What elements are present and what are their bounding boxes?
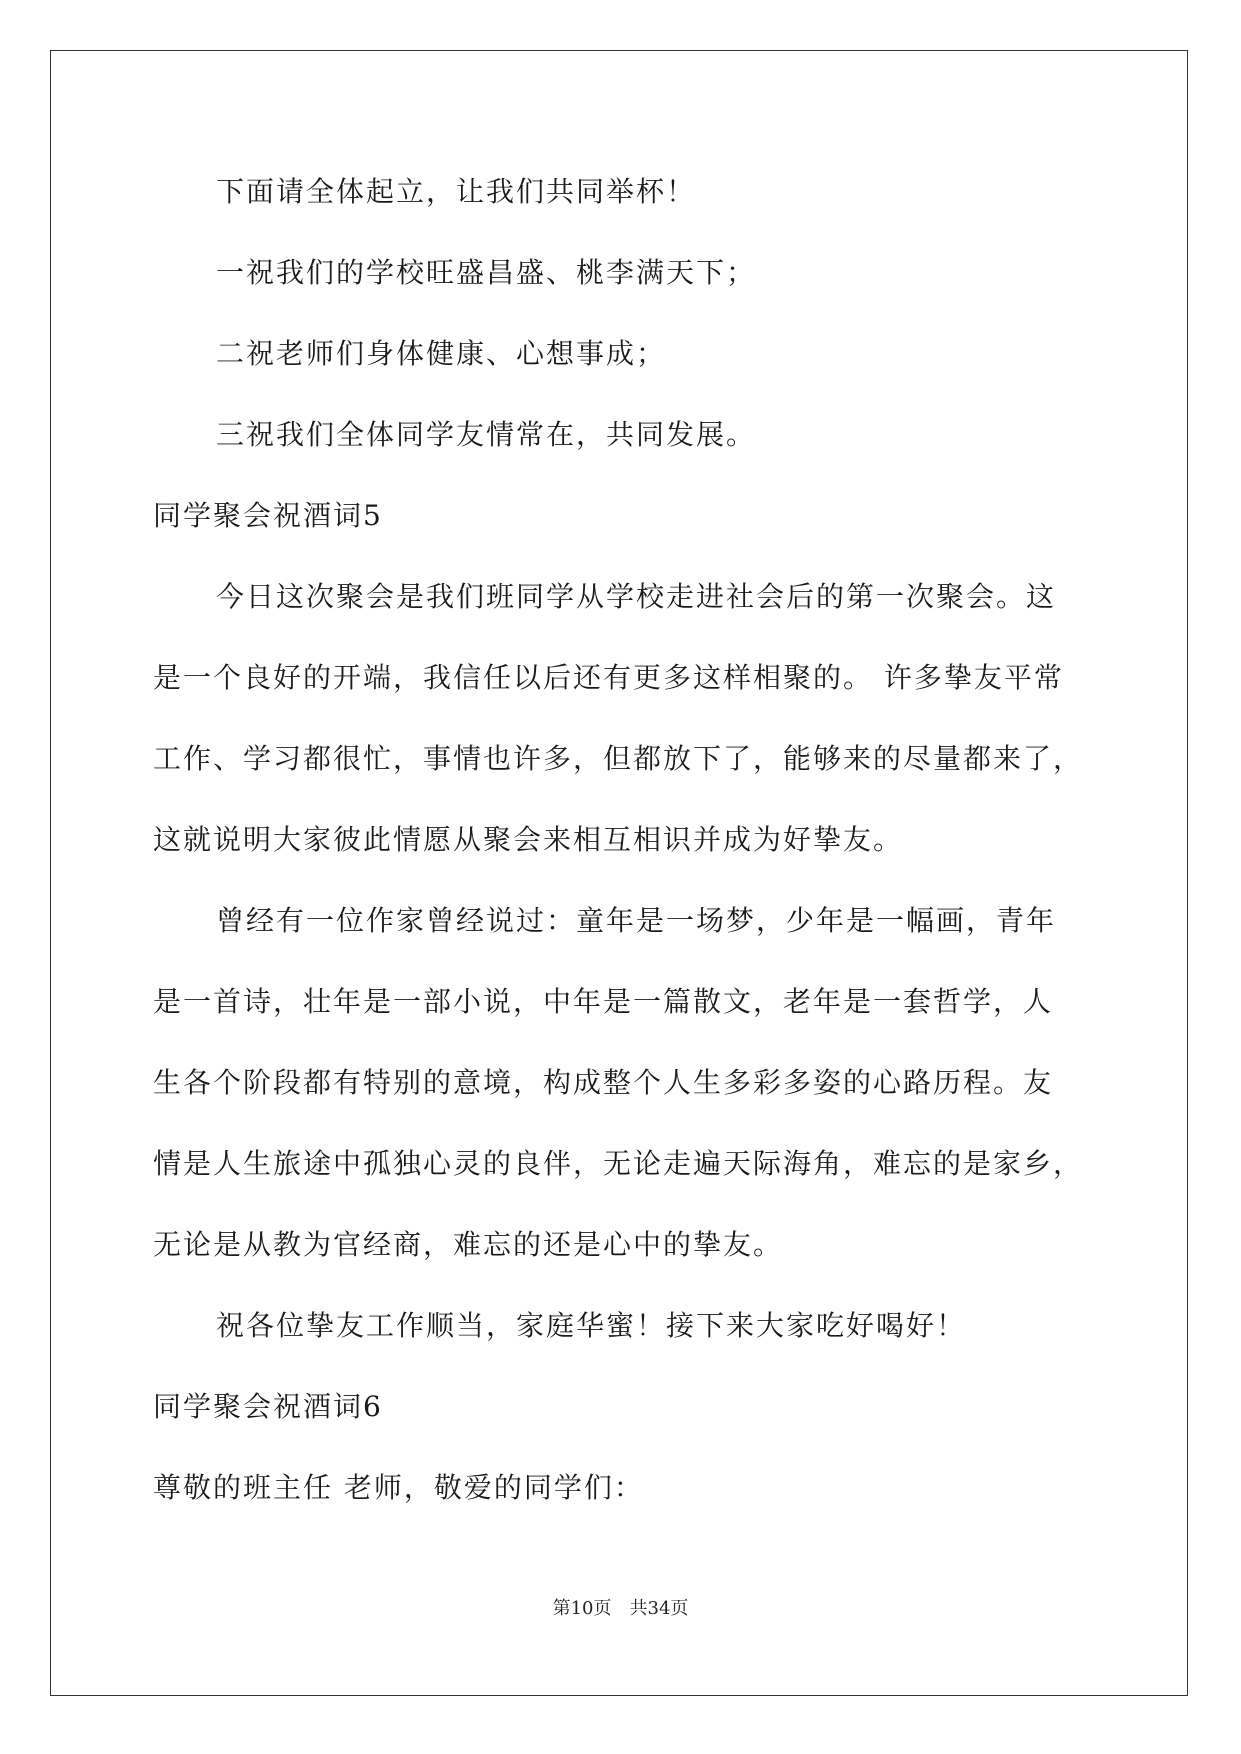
section-heading-5: 同学聚会祝酒词5	[153, 499, 383, 532]
section-heading-6: 同学聚会祝酒词6	[153, 1390, 383, 1423]
paragraph-toast-2: 二祝老师们身体健康、心想事成；	[216, 337, 667, 370]
paragraph-line: 是一个良好的开端，我信任以后还有更多这样相聚的。 许多挚友平常	[153, 661, 1064, 694]
paragraph-line: 工作、学习都很忙，事情也许多，但都放下了，能够来的尽量都来了，	[153, 742, 1084, 775]
paragraph-line: 祝各位挚友工作顺当，家庭华蜜！接下来大家吃好喝好！	[216, 1309, 967, 1342]
page-border	[50, 50, 1188, 1696]
paragraph-toast-intro: 下面请全体起立，让我们共同举杯！	[216, 175, 697, 208]
paragraph-toast-3: 三祝我们全体同学友情常在，共同发展。	[216, 418, 757, 451]
salutation: 尊敬的班主任 老师，敬爱的同学们：	[153, 1471, 644, 1504]
paragraph-line: 曾经有一位作家曾经说过：童年是一场梦，少年是一幅画，青年	[216, 904, 1057, 937]
paragraph-line: 这就说明大家彼此情愿从聚会来相互相识并成为好挚友。	[153, 823, 904, 856]
page-number: 第10页 共34页	[552, 1598, 689, 1619]
paragraph-line: 无论是从教为官经商，难忘的还是心中的挚友。	[153, 1228, 784, 1261]
paragraph-toast-1: 一祝我们的学校旺盛昌盛、桃李满天下；	[216, 256, 757, 289]
page-footer	[0, 1594, 1241, 1620]
paragraph-line: 生各个阶段都有特别的意境，构成整个人生多彩多姿的心路历程。友	[153, 1066, 1054, 1099]
paragraph-line: 是一首诗，壮年是一部小说，中年是一篇散文，老年是一套哲学，人	[153, 985, 1054, 1018]
paragraph-line: 今日这次聚会是我们班同学从学校走进社会后的第一次聚会。这	[216, 580, 1057, 613]
paragraph-line: 情是人生旅途中孤独心灵的良伴，无论走遍天际海角，难忘的是家乡，	[153, 1147, 1084, 1180]
